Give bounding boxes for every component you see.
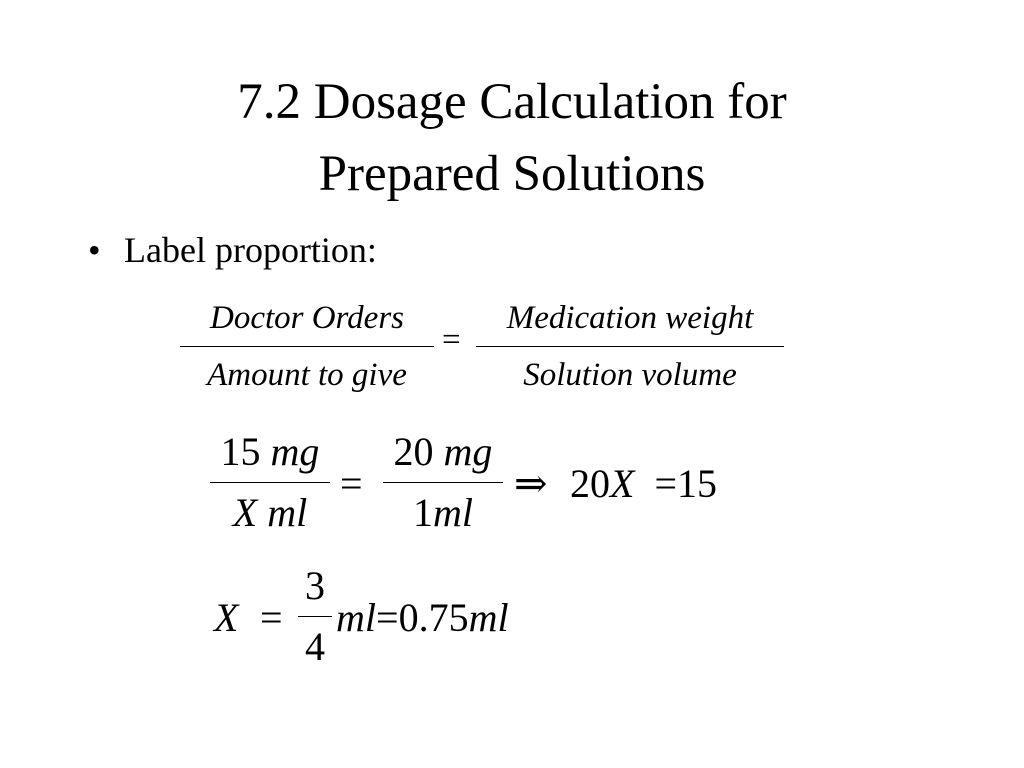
numerator-doctor-orders: Doctor Orders (209, 300, 405, 336)
numerator-15-mg: 15 mg (220, 429, 320, 474)
fraction-20mg-over-1ml (383, 428, 503, 537)
bullet-icon: • (88, 230, 101, 270)
fraction-medication-weight (476, 298, 784, 395)
denominator-1-ml: 1ml (413, 490, 473, 535)
slide-title-line-1: 7.2 Dosage Calculation for (237, 74, 787, 130)
denominator-solution-volume: Solution volume (523, 357, 737, 393)
fraction-bar (476, 346, 784, 347)
fraction-doctor-orders (180, 298, 434, 395)
fraction-bar (383, 482, 503, 483)
numerator-medication-weight: Medication weight (506, 300, 754, 336)
equation-20x-equals-15: 20X =15 (570, 461, 717, 506)
equals-sign: = (260, 595, 283, 640)
numerator-20-mg: 20 mg (393, 429, 493, 474)
fraction-bar (210, 482, 330, 483)
denominator-amount-to-give: Amount to give (207, 357, 407, 393)
bullet-text: Label proportion: (124, 230, 377, 270)
bullet-item (88, 226, 377, 274)
equals-sign: = (340, 461, 363, 506)
fraction-3-over-4 (298, 562, 332, 671)
slide-title-line-2: Prepared Solutions (318, 146, 706, 202)
fraction-bar (298, 616, 332, 617)
slide-title (0, 66, 1024, 210)
variable-x: X (214, 595, 239, 640)
fraction-15mg-over-xml (210, 428, 330, 537)
equals-sign: = (442, 322, 461, 358)
numerator-3: 3 (305, 563, 325, 608)
denominator-x-ml: X ml (232, 490, 308, 535)
denominator-4: 4 (305, 624, 325, 669)
implies-icon: ⇒ (514, 461, 548, 506)
fraction-bar (180, 346, 434, 347)
result-expression: ml=0.75ml (336, 595, 509, 640)
